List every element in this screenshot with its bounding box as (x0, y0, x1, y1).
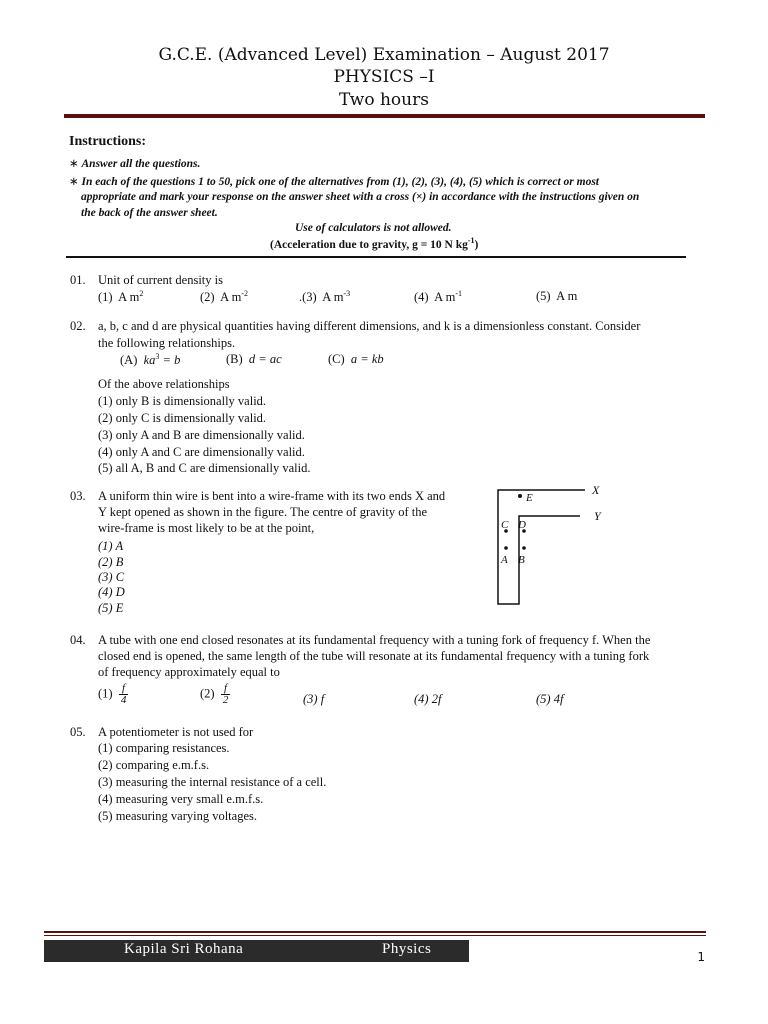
exam-title: G.C.E. (Advanced Level) Examination – August 2017 (158, 45, 610, 65)
question-text-cont: closed end is opened, the same length of the tube will resonate at its fundamental frequency with a tuning fork (98, 649, 650, 663)
fraction-f-over-4: $\frac{f}{4}$ (120, 682, 127, 706)
q5-option-1[interactable]: (1) comparing resistances. (98, 741, 230, 755)
instructions-heading: Instructions: (69, 134, 147, 149)
q5-option-3[interactable]: (3) measuring the internal resistance of a cell. (98, 775, 327, 789)
label-b: B (518, 554, 525, 566)
instruction-bullet-2 (69, 174, 599, 188)
relation-b: (B) d = ac (226, 352, 282, 366)
instruction-text-2c: the back of the answer sheet. (81, 207, 218, 219)
q3-option-5[interactable]: (5) E (98, 601, 124, 615)
q3-option-3[interactable]: (3) C (98, 570, 125, 584)
q2-option-3[interactable]: (3) only A and B are dimensionally valid. (98, 428, 305, 442)
page-number: 1 (697, 950, 705, 964)
question-text: A tube with one end closed resonates at its fundamental frequency with a tuning fork of frequency f. When the (98, 633, 651, 647)
question-number: 02. (70, 319, 86, 333)
gravity-note: (Acceleration due to gravity, g = 10 N $kg^{-1}$) (270, 236, 479, 251)
question-text: Unit of current density is (98, 273, 223, 287)
q1-option-4[interactable]: (4) A $m^{-1}$ (414, 289, 462, 305)
q4-option-3[interactable]: (3) f (303, 692, 325, 706)
question-text-cont: wire-frame is most likely to be at the point, (98, 521, 315, 535)
instruction-bullet-1 (69, 156, 200, 170)
q5-option-4[interactable]: (4) measuring very small e.m.f.s. (98, 792, 264, 806)
q4-option-2[interactable]: (2) $\frac{f}{2}$ (200, 682, 229, 706)
question-text: A potentiometer is not used for (98, 725, 254, 739)
header-rule (64, 114, 705, 118)
point-e-dot (518, 494, 522, 498)
q4-option-4[interactable]: (4) 2f (414, 692, 442, 706)
question-text: a, b, c and d are physical quantities having different dimensions, and k is a dimensionless constant. Consider (98, 319, 641, 333)
label-c: C (501, 519, 509, 531)
bullet-icon: ∗ (69, 158, 79, 170)
wire-frame-shape (498, 490, 585, 604)
question-number: 04. (70, 633, 86, 647)
footer-author: Kapila Sri Rohana (124, 941, 244, 957)
q5-option-2[interactable]: (2) comparing e.m.f.s. (98, 758, 210, 772)
q4-option-1[interactable]: (1) $\frac{f}{4}$ (98, 682, 127, 706)
wire-frame-figure (490, 482, 620, 607)
instruction-text-1: Answer all the questions. (81, 158, 201, 170)
q2-option-5[interactable]: (5) all A, B and C are dimensionally valid. (98, 461, 311, 475)
question-text: A uniform thin wire is bent into a wire-frame with its two ends X and (98, 489, 446, 503)
q1-option-1[interactable]: (1) A $m^2$ (98, 289, 144, 305)
q4-option-5[interactable]: (5) 4f (536, 692, 564, 706)
q3-option-4[interactable]: (4) D (98, 585, 125, 599)
footer-rule-thin (44, 935, 706, 936)
q5-option-5[interactable]: (5) measuring varying voltages. (98, 809, 257, 823)
footer-subject: Physics (382, 941, 432, 957)
point-a-dot (504, 546, 508, 550)
q1-option-5[interactable]: (5) A m (536, 289, 578, 303)
label-y: Y (594, 509, 601, 523)
question-number: 01. (70, 273, 86, 287)
relation-a: (A) $ka^3 = b$ (120, 352, 181, 368)
question-number: 03. (70, 489, 86, 503)
q1-option-2[interactable]: (2) A $m^{-2}$ (200, 289, 248, 305)
label-a: A (501, 554, 508, 566)
question-text-cont: Y kept opened as shown in the figure. The centre of gravity of the (98, 505, 428, 519)
subject-title: PHYSICS –I (333, 67, 435, 87)
fraction-f-over-2: $\frac{f}{2}$ (222, 682, 229, 706)
label-d: D (518, 519, 526, 531)
label-x: X (592, 483, 600, 497)
q2-option-2[interactable]: (2) only C is dimensionally valid. (98, 411, 267, 425)
relation-c: (C) a = kb (328, 352, 384, 366)
bullet-icon: ∗ (69, 176, 79, 188)
footer-rule-top (44, 931, 706, 933)
q1-option-3[interactable]: .(3) A $m^{-3}$ (299, 289, 351, 305)
calculator-note: Use of calculators is not allowed. (295, 222, 452, 234)
question-subprompt: Of the above relationships (98, 377, 230, 391)
question-text-cont: of frequency approximately equal to (98, 665, 280, 679)
q2-option-4[interactable]: (4) only A and C are dimensionally valid. (98, 445, 305, 459)
instruction-text-2a: In each of the questions 1 to 50, pick one of the alternatives from (1), (2), (3), (4), (5) which is correct or most (81, 176, 599, 188)
instructions-rule (66, 256, 686, 258)
q3-option-2[interactable]: (2) B (98, 555, 124, 569)
q2-option-1[interactable]: (1) only B is dimensionally valid. (98, 394, 267, 408)
point-b-dot (522, 546, 526, 550)
question-text-cont: the following relationships. (98, 336, 236, 350)
instruction-text-2b: appropriate and mark your response on the answer sheet with a cross (×) in accordance with the instructions given on (81, 191, 640, 203)
question-number: 05. (70, 725, 86, 739)
label-e: E (526, 492, 533, 504)
q3-option-1[interactable]: (1) A (98, 539, 124, 553)
duration: Two hours (339, 90, 429, 110)
